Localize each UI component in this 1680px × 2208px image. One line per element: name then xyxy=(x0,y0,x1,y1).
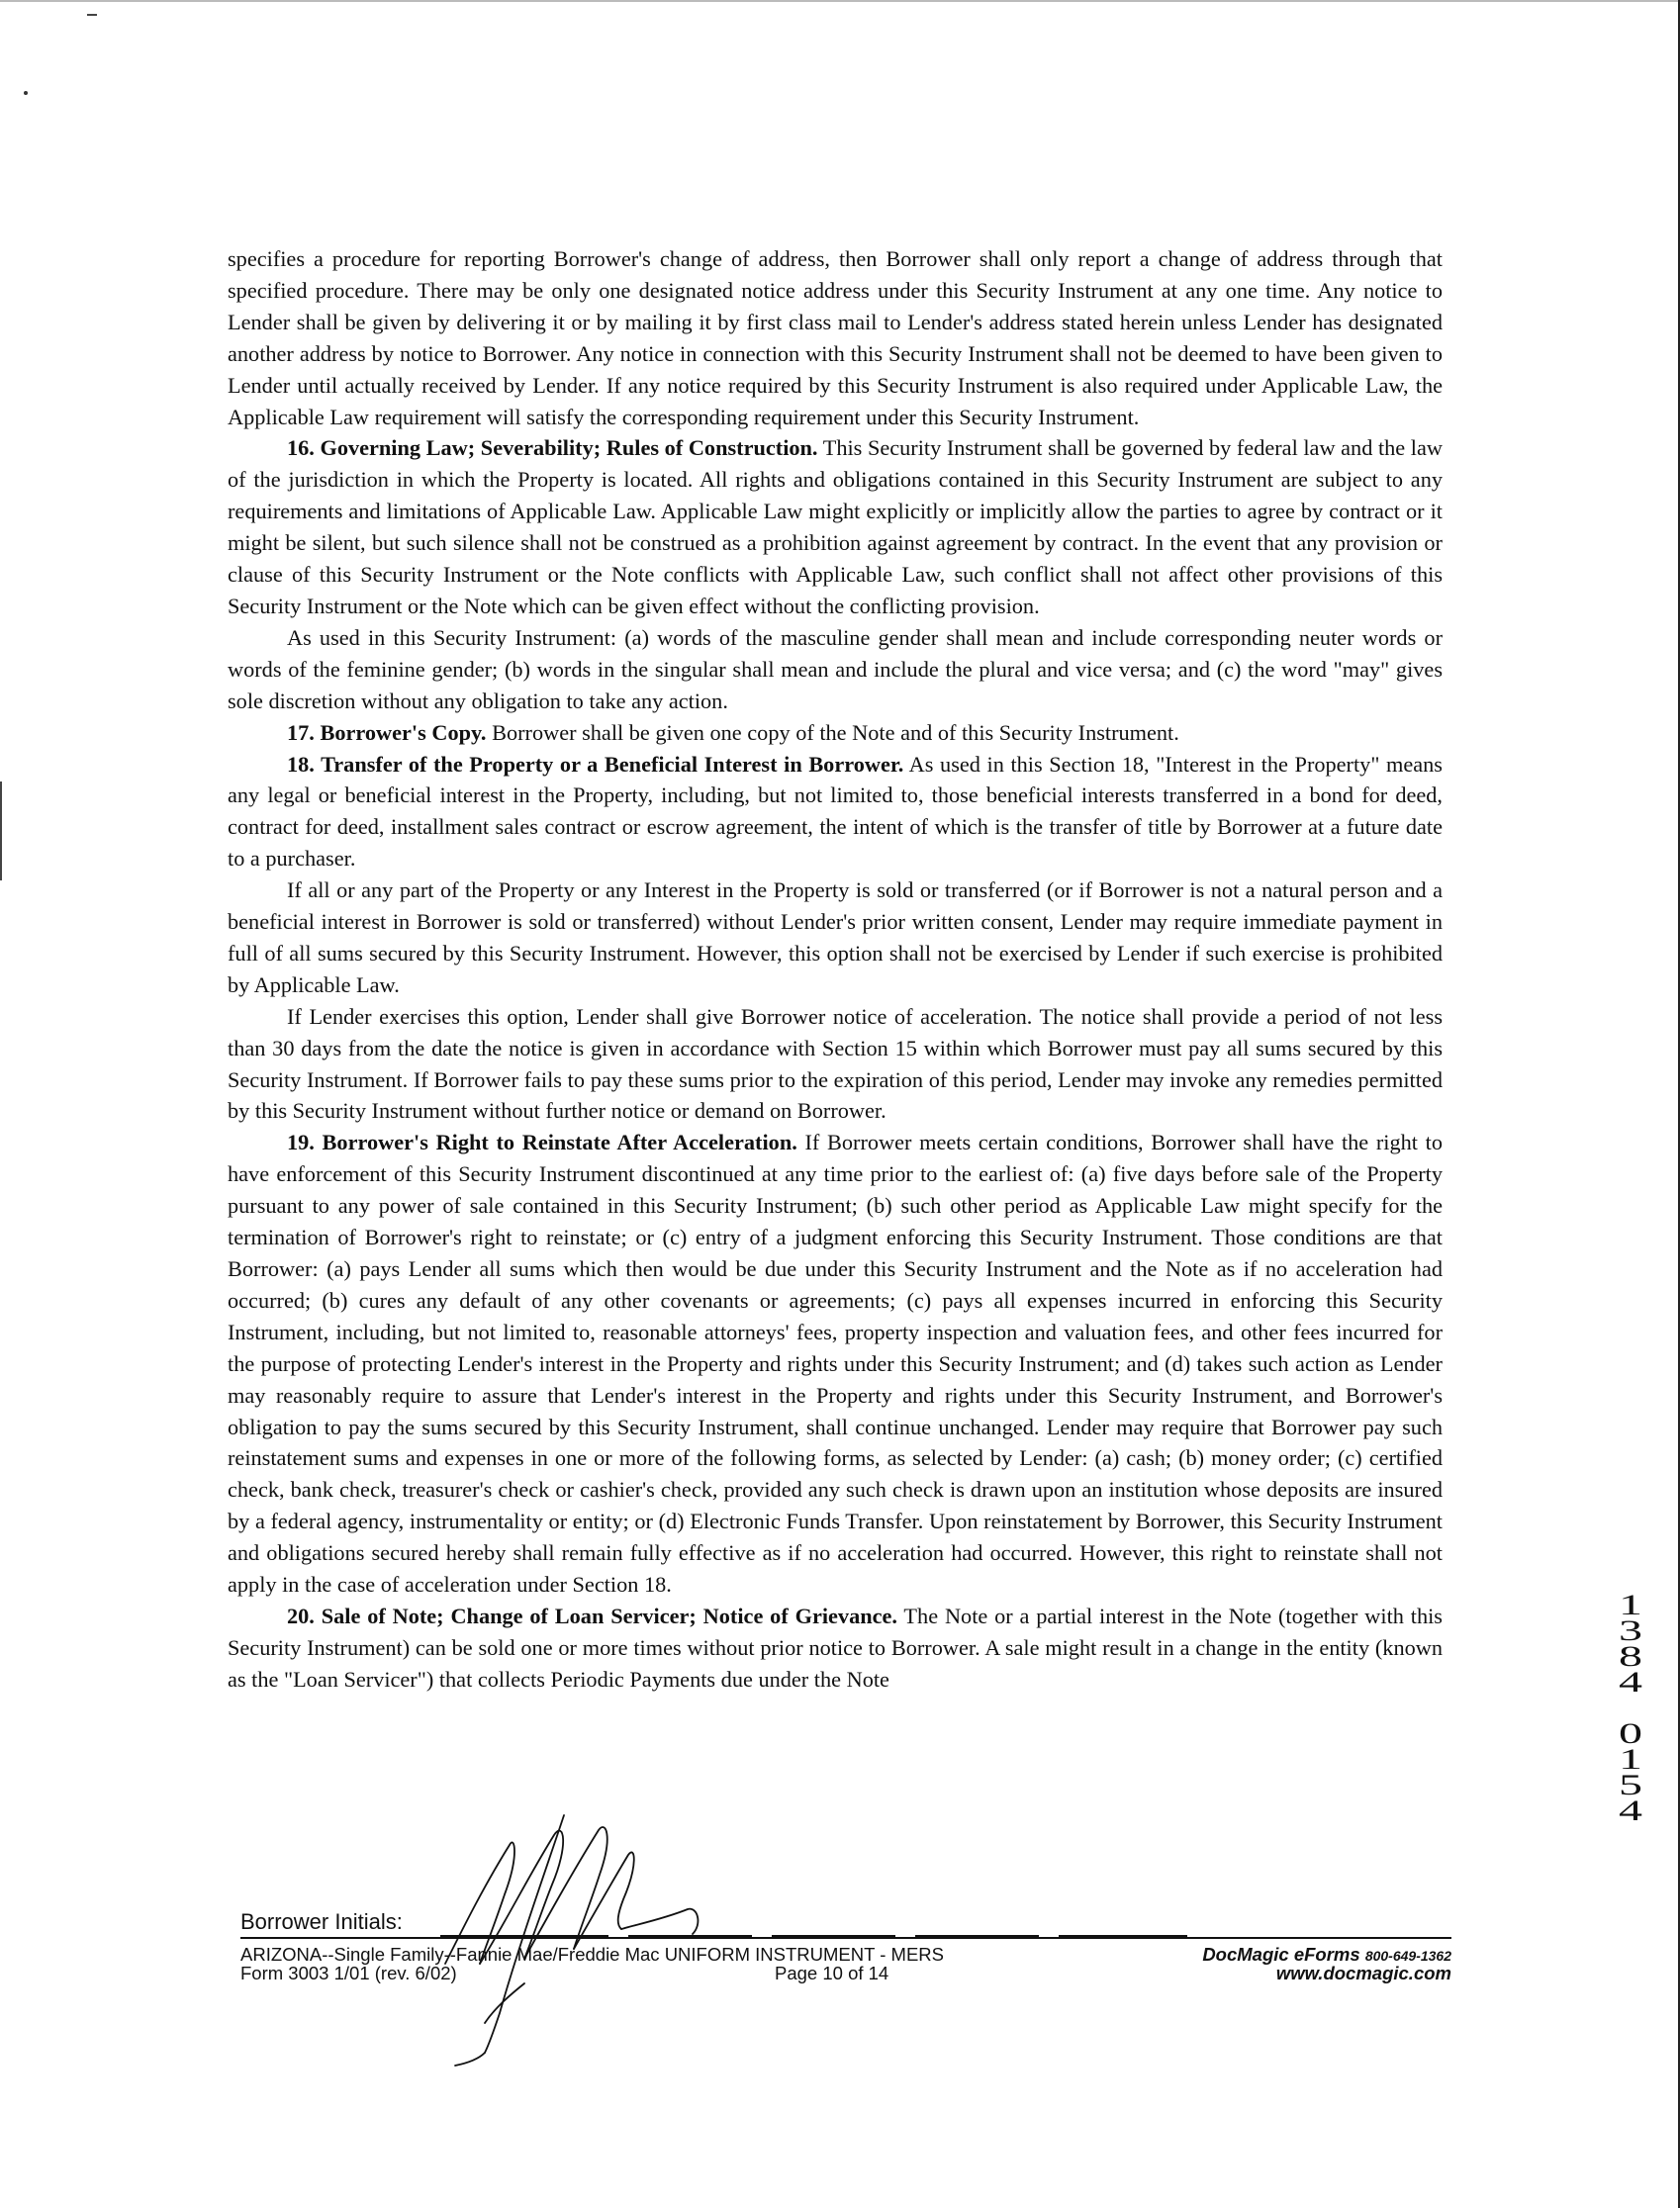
section-17-borrowers-copy: 17. Borrower's Copy. Borrower shall be given one copy of the Note and of this Security Instrument. xyxy=(287,719,1179,745)
initials-label: Borrower Initials: xyxy=(240,1909,403,1934)
docmagic-brand: DocMagic eForms 800-649-1362 xyxy=(1202,1944,1451,1965)
scan-speck xyxy=(24,91,28,95)
section-19-reinstate: 19. Borrower's Right to Reinstate After Acceleration. If Borrower meets certain conditions, Borrower shall have the right to have enforcement of this Security Instrument discontinued at any time prior to the earliest of: (a) five days before sale of the Property pursuant to any power of sale contained in this Security Instrument; (b) such other period as Applicable Law might specify for the termination of Borrower's right to reinstate; or (c) entry of a judgment enforcing this Security Instrument. Those conditions are that Borrower: (a) pays Lender all sums which then would be due under this Security Instrument and the Note as if no acceleration had occurred; (b) cures any default of any other covenants or agreements; (c) pays all expenses incurred in enforcing this Security Instrument, including, but not limited to, reasonable attorneys' fees, property inspection and valuation fees, and other fees incurred for the purpose of protecting Lender's interest in the Property and rights under this Security Instrument; and (d) takes such action as Lender may reasonably require to assure that Lender's interest in the Property and rights under this Security Instrument, and Borrower's obligation to pay the sums secured by this Security Instrument, shall continue unchanged. Lender may require that Borrower pay such reinstatement sums and expenses in one or more of the following forms, as selected by Lender: (a) cash; (b) money order; (c) certified check, bank check, treasurer's check or cashier's check, provided any such check is drawn upon an institution whose deposits are insured by a federal agency, instrumentality or entity; or (d) Electronic Funds Transfer. Upon reinstatement by Borrower, this Security Instrument and obligations secured hereby shall remain fully effective as if no acceleration had occurred. However, this right to reinstate shall not apply in the case of acceleration under Section 18. xyxy=(228,1130,1443,1598)
scan-mark xyxy=(87,14,97,16)
section-17-heading: 17. Borrower's Copy. xyxy=(287,719,487,745)
form-footer xyxy=(240,1945,1451,1988)
section-20-sale-of-note: 20. Sale of Note; Change of Loan Servicer; Notice of Grievance. The Note or a partial interest in the Note (together with this Security Instrument) can be sold one or more times without prior notice to Borrower. A sale might result in a change in the entity (known as the "Loan Servicer") that collects Periodic Payments due under the Note xyxy=(228,1603,1443,1692)
recording-number: 1 3 8 4 0 1 5 4 xyxy=(1619,1589,1642,1827)
section-16-heading: 16. Governing Law; Severability; Rules of Construction. xyxy=(287,435,818,461)
section-20-heading: 20. Sale of Note; Change of Loan Servicer; Notice of Grievance. xyxy=(287,1603,897,1628)
paragraph-construction: As used in this Security Instrument: (a) words of the masculine gender shall mean and include corresponding neuter words or words of the feminine gender; (b) words in the singular shall mean and include the plural and vice versa; and (c) the word "may" gives sole discretion without any obligation to take any action. xyxy=(228,624,1443,713)
page-number: Page 10 of 14 xyxy=(775,1963,889,1983)
docmagic-website: www.docmagic.com xyxy=(1275,1963,1451,1983)
section-16-governing-law: 16. Governing Law; Severability; Rules of Construction. This Security Instrument shall be governed by federal law and the law of the jurisdiction in which the Property is located. All rights and obligations contained in this Security Instrument are subject to any requirements and limitations of Applicable Law. Applicable Law might explicitly or implicitly allow the parties to agree by contract or it might be silent, but such silence shall not be construed as a prohibition against agreement by contract. In the event that any provision or clause of this Security Instrument or the Note conflicts with Applicable Law, such conflict shall not affect other provisions of this Security Instrument or the Note which can be given effect without the conflicting provision. xyxy=(228,435,1443,618)
paragraph-15-continued: specifies a procedure for reporting Borrower's change of address, then Borrower shall only report a change of address through that specified procedure. There may be only one designated notice address under this Security Instrument at any one time. Any notice to Lender shall be given by delivering it or by mailing it by first class mail to Lender's address stated herein unless Lender has designated another address by notice to Borrower. Any notice in connection with this Security Instrument shall not be deemed to have been given to Lender until actually received by Lender. If any notice required by this Security Instrument is also required under Applicable Law, the Applicable Law requirement will satisfy the corresponding requirement under this Security Instrument. xyxy=(228,246,1443,429)
paragraph-acceleration-notice: If Lender exercises this option, Lender shall give Borrower notice of acceleration. The notice shall provide a period of not less than 30 days from the date the notice is given in accordance with Section 15 within which Borrower must pay all sums secured by this Security Instrument. If Borrower fails to pay these sums prior to the expiration of this period, Lender may invoke any remedies permitted by this Security Instrument without further notice or demand on Borrower. xyxy=(228,1003,1443,1124)
scan-mark xyxy=(0,782,2,880)
footer-rule xyxy=(240,1937,1451,1939)
footer-form-title: ARIZONA--Single Family--Fannie Mae/Freddie Mac UNIFORM INSTRUMENT - MERS xyxy=(240,1944,944,1965)
section-19-heading: 19. Borrower's Right to Reinstate After Acceleration. xyxy=(287,1130,797,1155)
footer-form-number: Form 3003 1/01 (rev. 6/02) xyxy=(240,1963,457,1983)
docmagic-phone: 800-649-1362 xyxy=(1364,1948,1451,1964)
page-top-edge xyxy=(0,0,1680,2)
borrower-initials-row xyxy=(240,1905,1451,1945)
section-18-heading: 18. Transfer of the Property or a Beneficial Interest in Borrower. xyxy=(287,751,904,777)
document-body xyxy=(228,243,1443,1696)
section-18-transfer: 18. Transfer of the Property or a Beneficial Interest in Borrower. As used in this Section 18, "Interest in the Property" means any legal or beneficial interest in the Property, including, but not limited to, those beneficial interests transferred in a bond for deed, contract for deed, installment sales contract or escrow agreement, the intent of which is the transfer of title by Borrower at a future date to a purchaser. xyxy=(228,751,1443,872)
paragraph-transfer-consent: If all or any part of the Property or any Interest in the Property is sold or transferred (or if Borrower is not a natural person and a beneficial interest in Borrower is sold or transferred) without Lender's prior written consent, Lender may require immediate payment in full of all sums secured by this Security Instrument. However, this option shall not be exercised by Lender if such exercise is prohibited by Applicable Law. xyxy=(228,877,1443,997)
borrower-signature xyxy=(425,1776,742,2072)
